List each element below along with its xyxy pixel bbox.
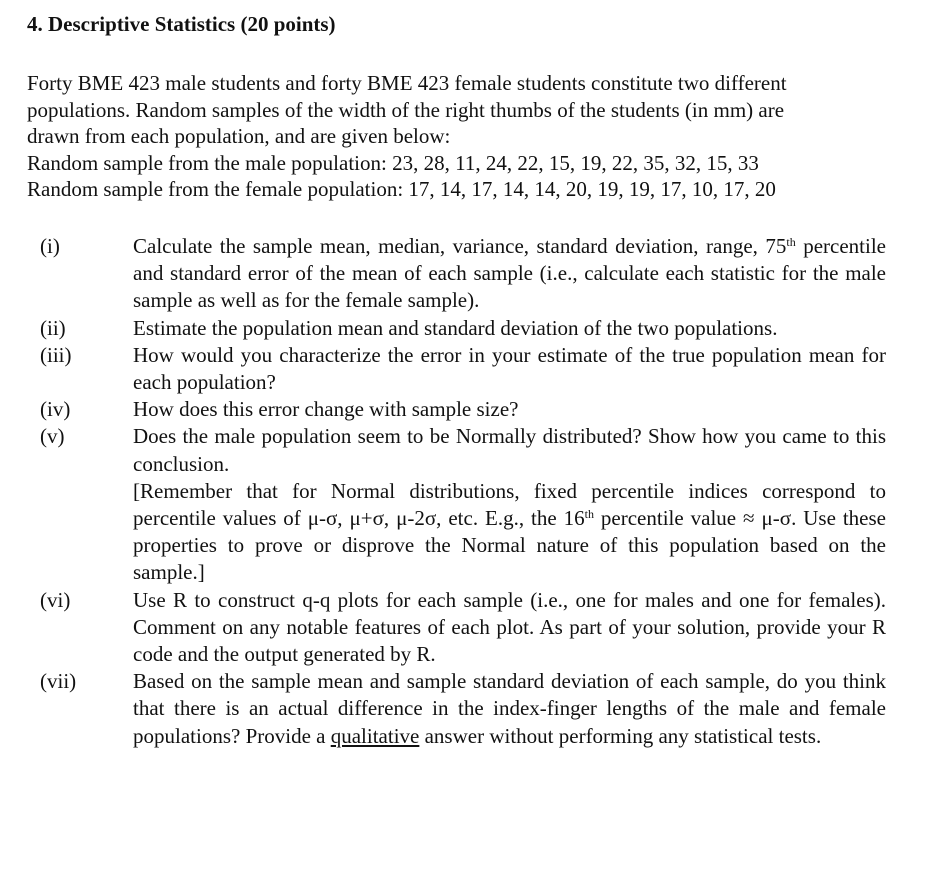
question-text-part: answer without performing any statistical tests. <box>419 723 822 748</box>
question-text-part: Calculate the sample mean, median, variance, standard deviation, range, 75 <box>133 234 787 258</box>
question-note <box>133 478 886 587</box>
question-number: (iv) <box>40 397 71 422</box>
question-number: (ii) <box>40 315 66 340</box>
female-sample-line <box>27 176 887 203</box>
question-text: Estimate the population mean and standard deviation of the two populations. <box>133 315 778 340</box>
question-number: (v) <box>40 424 65 449</box>
question-list <box>40 233 886 750</box>
superscript: th <box>786 235 796 249</box>
question-text <box>133 233 886 315</box>
question-item-vi <box>40 587 886 669</box>
question-text: Use R to construct q-q plots for each sample (i.e., one for males and one for females). Comment on any notable features of each plot. As part of your solution, provide your R code and the output generated by R. <box>133 587 886 667</box>
male-sample-line <box>27 150 887 177</box>
female-sample-values: 17, 14, 17, 14, 14, 20, 19, 19, 17, 10, 17, 20 <box>408 177 776 201</box>
question-item-vii <box>40 668 886 750</box>
question-number: (vii) <box>40 669 77 694</box>
intro-line-1: Forty BME 423 male students and forty BME 423 female students constitute two different <box>27 71 787 95</box>
female-sample-label: Random sample from the female population: <box>27 177 409 201</box>
male-sample-values: 23, 28, 11, 24, 22, 15, 19, 22, 35, 32, 15, 33 <box>392 150 759 175</box>
question-note-part: [Remember that for Normal distributions, fixed percentile indices correspond to percentile values of μ-σ, μ+σ, μ-2σ, etc. E.g., the 16 <box>133 478 886 531</box>
intro-line-2: populations. Random samples of the width of the right thumbs of the students (in mm) are <box>27 97 785 122</box>
male-sample-label: Random sample from the male population: <box>27 150 393 175</box>
question-item-v <box>40 423 886 477</box>
question-text-part: Based on the sample mean and sample standard deviation of each sample, do you think that there is an actual difference in the index-finger lengths of the male and female populations? Provide a <box>133 669 886 748</box>
question-item-i <box>40 233 886 315</box>
question-note-part: percentile value ≈ μ-σ. Use these properties to prove or disprove the Normal nature of this population based on the sample.] <box>133 506 886 585</box>
question-number: (vi) <box>40 587 71 612</box>
question-text <box>133 668 886 750</box>
question-text-part: percentile and standard error of the mean of each sample (i.e., calculate each statistic for the male sample as well as for the female sample). <box>133 234 886 313</box>
question-text: How does this error change with sample size? <box>133 397 519 422</box>
question-text: How would you characterize the error in your estimate of the true population mean for each population? <box>133 342 886 395</box>
section-title: 4. Descriptive Statistics (20 points) <box>27 12 336 36</box>
superscript: th <box>584 507 594 522</box>
problem-intro <box>27 70 887 203</box>
question-text: Does the male population seem to be Normally distributed? Show how you came to this conclusion. <box>133 424 886 476</box>
question-number: (iii) <box>40 342 72 367</box>
question-item-iii <box>40 342 886 396</box>
intro-line-3: drawn from each population, and are given below: <box>27 124 451 148</box>
question-item-ii <box>40 315 886 342</box>
underlined-word: qualitative <box>330 723 420 748</box>
question-number: (i) <box>40 234 60 258</box>
question-item-iv <box>40 396 886 423</box>
